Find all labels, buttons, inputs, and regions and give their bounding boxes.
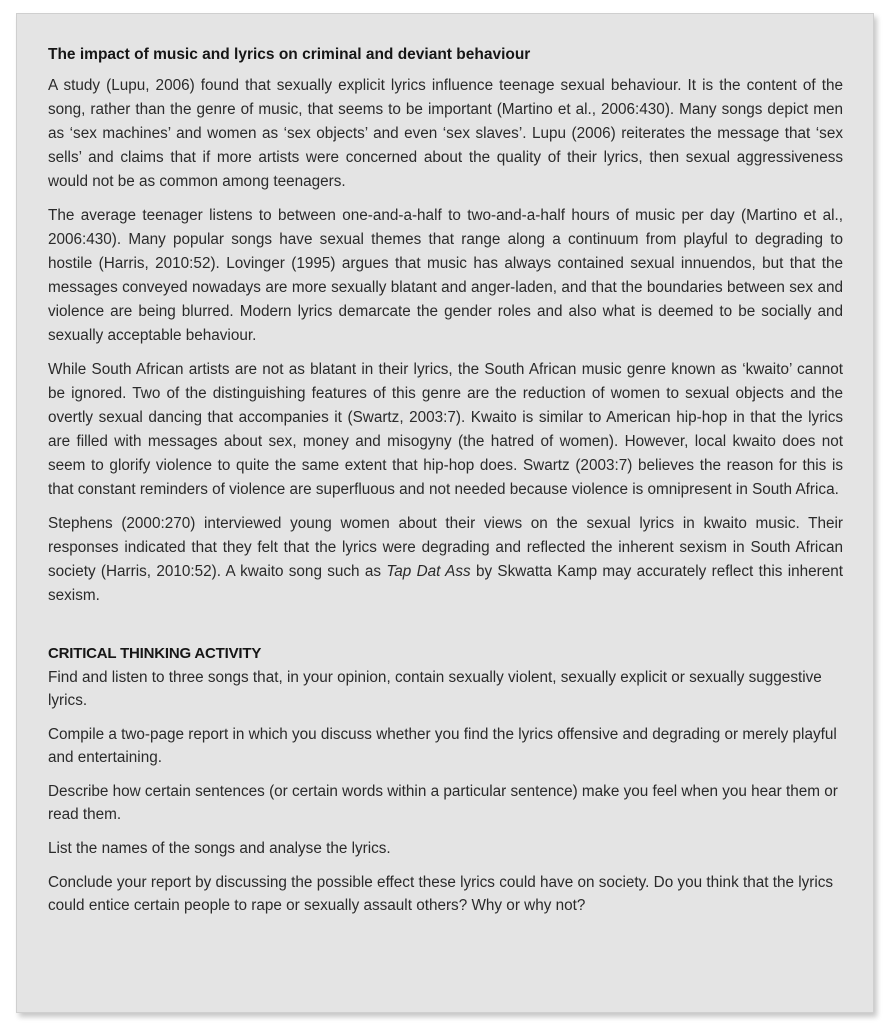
- paragraph-text: by Skwatta Kamp may accurately reflect this inherent sexism.: [48, 563, 843, 604]
- activity-item: Compile a two-page report in which you discuss whether you find the lyrics offensive and degrading or merely playful and entertaining.: [48, 726, 837, 766]
- activity-heading: CRITICAL THINKING ACTIVITY: [48, 645, 262, 662]
- paragraph: A study (Lupu, 2006) found that sexually explicit lyrics influence teenage sexual behaviour. It is the content of the song, rather than the genre of music, that seems to be important (Martino et al., 2006:430). Many songs depict men as ‘sex machines’ and women as ‘sex objects’ and even ‘sex slaves’. Lupu (2006) reiterates the message that ‘sex sells’ and claims that if more artists were concerned about the quality of their lyrics, then sexual aggressiveness would not be as common among teenagers.: [48, 77, 843, 190]
- song-title: Tap Dat Ass: [386, 563, 471, 580]
- section-heading: The impact of music and lyrics on criminal and deviant behaviour: [48, 46, 531, 63]
- paragraph: [48, 512, 843, 608]
- activity-item: Find and listen to three songs that, in your opinion, contain sexually violent, sexually explicit or sexually suggestive lyrics.: [48, 669, 822, 709]
- paragraph: While South African artists are not as blatant in their lyrics, the South African music genre known as ‘kwaito’ cannot be ignored. Two of the distinguishing features of this genre are the reduction of women to sexual objects and the overtly sexual dancing that accompanies it (Swartz, 2003:7). Kwaito is similar to American hip-hop in that the lyrics are filled with messages about sex, money and misogyny (the hatred of women). However, local kwaito does not seem to glorify violence to quite the same extent that hip-hop does. Swartz (2003:7) believes the reason for this is that constant reminders of violence are superfluous and not needed because violence is omnipresent in South Africa.: [48, 361, 843, 498]
- paragraph: The average teenager listens to between one-and-a-half to two-and-a-half hours of music per day (Martino et al., 2006:430). Many popular songs have sexual themes that range along a continuum from playful to degrading to hostile (Harris, 2010:52). Lovinger (1995) argues that music has always contained sexual innuendos, but that the messages conveyed nowadays are more sexually blatant and anger-laden, and that the boundaries between sex and violence are being blurred. Modern lyrics demarcate the gender roles and also what is deemed to be socially and sexually acceptable behaviour.: [48, 207, 843, 344]
- spacer: [48, 618, 843, 644]
- paragraph-text: Stephens (2000:270) interviewed young women about their views on the sexual lyrics in kwaito music. Their responses indicated that they felt that the lyrics were degrading and reflected the inherent sexism in South African society (Harris, 2010:52). A kwaito song such as: [48, 515, 843, 580]
- activity-item: Conclude your report by discussing the possible effect these lyrics could have on society. Do you think that the lyrics could entice certain people to rape or sexually assault others? Why or why not?: [48, 874, 834, 914]
- content-box: [16, 13, 874, 1013]
- activity-item: Describe how certain sentences (or certain words within a particular sentence) make you feel when you hear them or read them.: [48, 783, 838, 823]
- activity-item: List the names of the songs and analyse the lyrics.: [48, 840, 391, 857]
